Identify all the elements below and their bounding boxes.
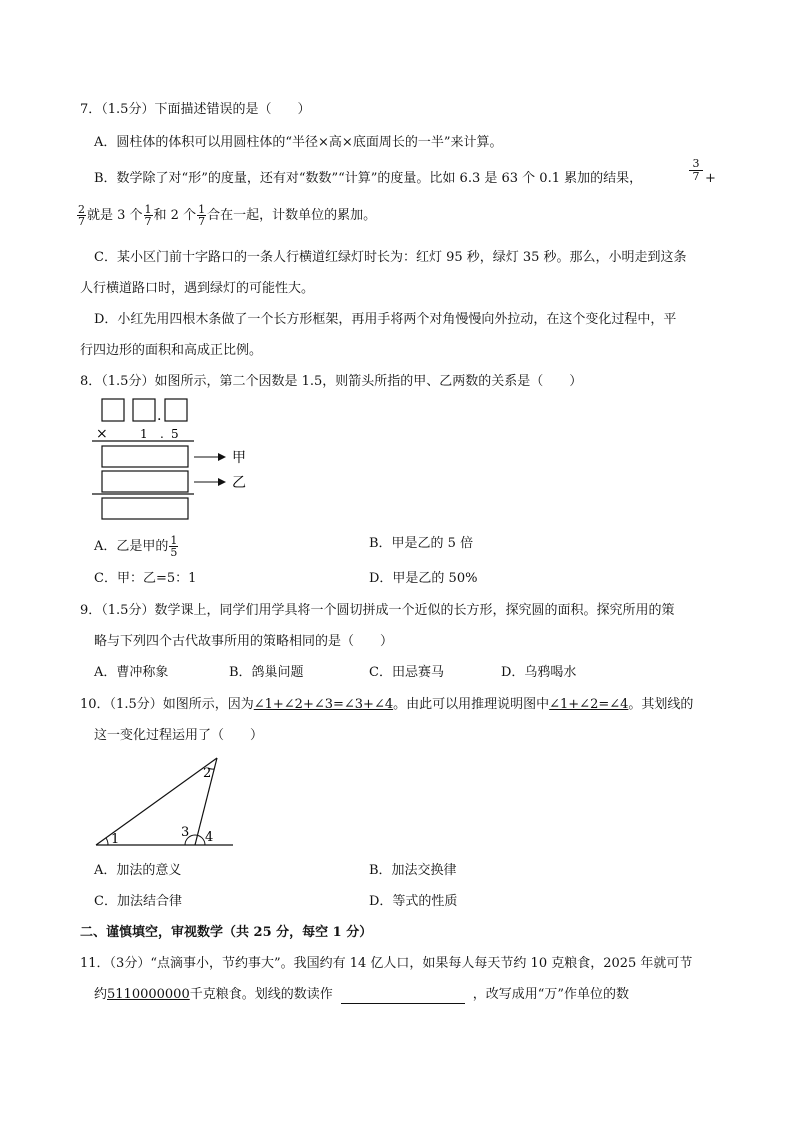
angle-label-3: 3 xyxy=(181,825,190,840)
multiplier-dot: . xyxy=(160,427,164,441)
fraction-numerator: 3 xyxy=(689,158,703,171)
q10-stem-text-mid: 。由此可以用推理说明图中 xyxy=(393,697,550,712)
q7-option-c-line2: 人行横道路口时，遇到绿灯的可能性大。 xyxy=(80,281,315,296)
decimal-point: . xyxy=(157,408,162,424)
q10-triangle-figure xyxy=(90,752,240,852)
q10-stem-line1 xyxy=(80,696,693,714)
q8-option-a xyxy=(94,535,179,558)
q7-b-text-c: 合在一起，计数单位的累加。 xyxy=(207,208,377,223)
q7-fraction-1-7-a xyxy=(144,204,153,227)
product-box xyxy=(102,498,188,519)
q9-option-b: B．鸽巢问题 xyxy=(229,665,304,680)
angle-label-4: 4 xyxy=(205,830,214,845)
section-heading: 二、谨慎填空，审视数学（共 25 分，每空 1 分） xyxy=(80,925,373,940)
q9-stem-line2: 略与下列四个古代故事所用的策略相同的是（ ） xyxy=(94,634,394,649)
fraction-numerator: 2 xyxy=(78,203,85,216)
q10-underlined-equation-2: ∠1+∠2=∠4 xyxy=(549,697,629,712)
q8-fraction-1-5 xyxy=(169,535,178,558)
fraction-denominator: 7 xyxy=(78,215,85,228)
fraction-denominator: 7 xyxy=(198,215,206,228)
times-sign: × xyxy=(96,426,108,442)
q11-line1: 11．（3分）“点滴事小，节约事大”。我国约有 14 亿人口，如果每人每天节约 10 克粮食，2025 年就可节 xyxy=(80,956,693,971)
angle-1-arc xyxy=(106,838,108,845)
digit-box xyxy=(133,399,155,421)
label-yi: 乙 xyxy=(232,475,246,491)
digit-box xyxy=(102,399,124,421)
q10-stem-line2: 这一变化过程运用了（ ） xyxy=(94,728,264,743)
q7-fraction-3-7 xyxy=(689,158,703,183)
arrow-head xyxy=(218,453,226,461)
q9-option-c: C．田忌赛马 xyxy=(369,665,444,680)
fraction-denominator: 7 xyxy=(144,215,152,228)
q7-fraction-2-7 xyxy=(77,204,86,227)
q11-answer-blank[interactable] xyxy=(341,990,465,1004)
multiplier-digit-1: 1 xyxy=(140,427,148,441)
q7-option-b-text: B．数学除了对“形”的度量，还有对“数数”“计算”的度量。比如 6.3 是 63 个 0.1 累加的结果， xyxy=(94,171,643,186)
partial-product-yi-box xyxy=(102,471,188,492)
q7-option-d-line1: D．小红先用四根木条做了一个长方形框架，再用手将两个对角慢慢向外拉动，在这个变化过程中，平 xyxy=(94,312,677,327)
fraction-numerator: 1 xyxy=(198,203,206,216)
q8-option-a-text: A．乙是甲的 xyxy=(94,539,169,554)
q7-option-a: A．圆柱体的体积可以用圆柱体的“半径×高×底面周长的一半”来计算。 xyxy=(94,135,503,150)
q10-option-a: A．加法的意义 xyxy=(94,863,182,878)
q8-option-d: D．甲是乙的 50% xyxy=(369,571,478,586)
q7-b-text-b: 和 2 个 xyxy=(153,208,197,223)
angle-label-2: 2 xyxy=(203,766,212,781)
q10-stem-text-post: 。其划线的 xyxy=(628,697,694,712)
q11-underlined-number: 5110000000 xyxy=(107,987,190,1002)
q7-option-c-line1: C．某小区门前十字路口的一条人行横道红绿灯时长为：红灯 95 秒，绿灯 35 秒。那么，小明走到这条 xyxy=(94,250,687,265)
q7-option-b-line2 xyxy=(76,204,376,227)
q7-option-d-line2: 行四边形的面积和高成正比例。 xyxy=(80,343,263,358)
q7-stem: 7．（1.5分）下面描述错误的是（ ） xyxy=(80,102,311,117)
angle-label-1: 1 xyxy=(111,832,120,847)
q11-text-pre: 约 xyxy=(94,987,108,1002)
q10-underlined-equation-1: ∠1+∠2+∠3=∠3+∠4 xyxy=(253,697,394,712)
q7-option-b-line1 xyxy=(94,170,642,188)
q8-option-b: B．甲是乙的 5 倍 xyxy=(369,536,474,551)
arrow-head xyxy=(218,478,226,486)
q11-line2 xyxy=(94,986,629,1004)
q7-b-text-a: 就是 3 个 xyxy=(87,208,143,223)
q10-option-b: B．加法交换律 xyxy=(369,863,457,878)
q10-option-d: D．等式的性质 xyxy=(369,894,458,909)
q9-stem-line1: 9．（1.5分）数学课上，同学们用学具将一个圆切拼成一个近似的长方形，探究圆的面积。探究所用的策 xyxy=(80,603,675,618)
fraction-denominator: 7 xyxy=(692,170,700,183)
q11-text-mid: 千克粮食。划线的数读作 xyxy=(189,987,333,1002)
partial-product-jia-box xyxy=(102,446,188,467)
q8-option-c: C．甲：乙=5：1 xyxy=(94,571,197,586)
q9-option-a: A．曹冲称象 xyxy=(94,665,169,680)
multiplier-digit-5: 5 xyxy=(171,427,179,441)
fraction-numerator: 1 xyxy=(170,534,178,547)
label-jia: 甲 xyxy=(232,450,246,466)
digit-box xyxy=(165,399,187,421)
q8-multiplication-figure xyxy=(90,395,260,525)
plus-sign: + xyxy=(705,171,716,186)
q8-stem: 8．（1.5分）如图所示，第二个因数是 1.5，则箭头所指的甲、乙两数的关系是（ ） xyxy=(80,374,583,389)
q7-fraction-1-7-b xyxy=(197,204,206,227)
fraction-numerator: 1 xyxy=(144,203,152,216)
fraction-denominator: 5 xyxy=(170,546,178,559)
q10-option-c: C．加法结合律 xyxy=(94,894,182,909)
q9-option-d: D．乌鸦喝水 xyxy=(501,665,577,680)
q11-text-post: ，改写成用“万”作单位的数 xyxy=(472,987,630,1002)
q10-stem-text-pre: 10．（1.5分）如图所示，因为 xyxy=(80,697,254,712)
